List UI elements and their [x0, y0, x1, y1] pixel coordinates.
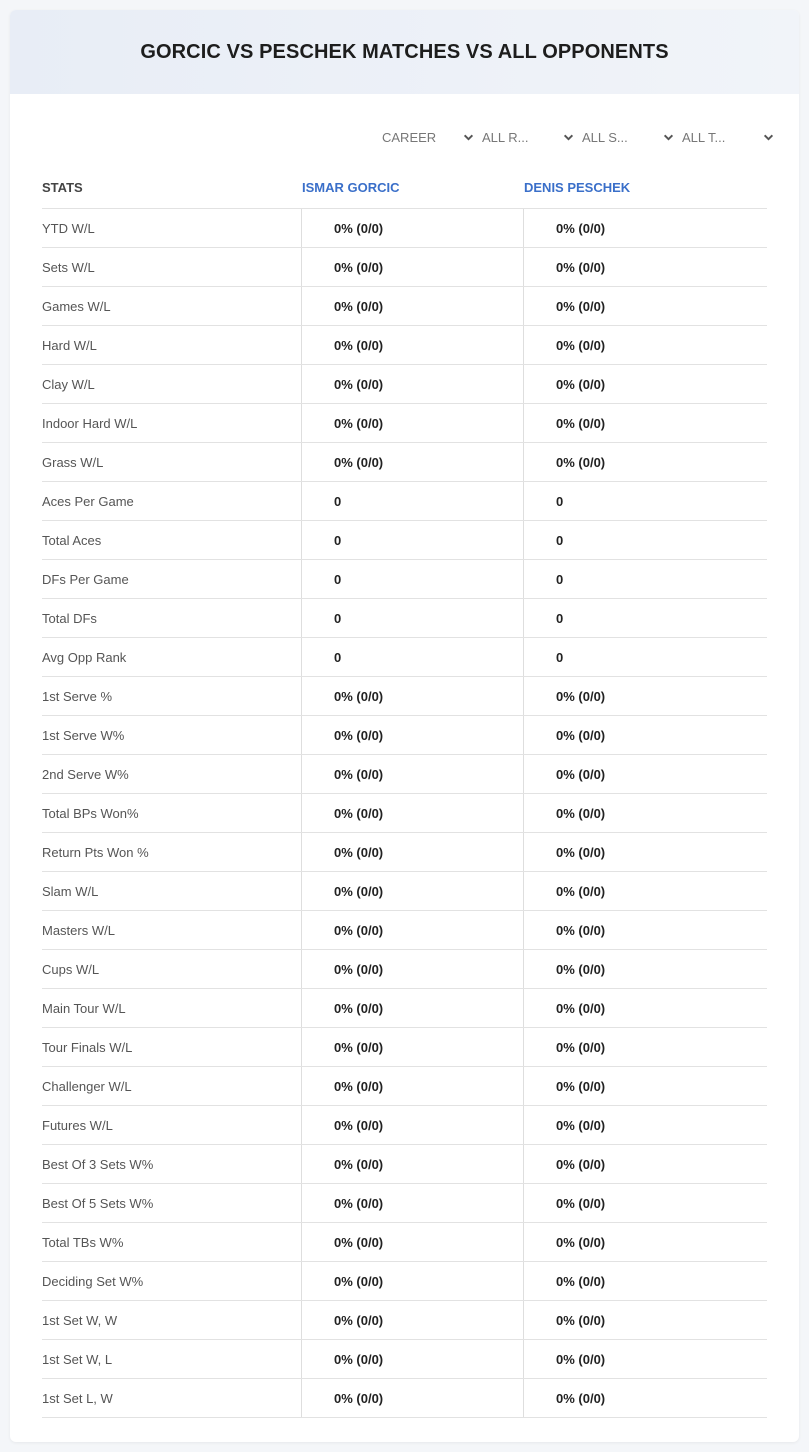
table-row: [42, 365, 767, 404]
stat-label: Hard W/L: [42, 337, 97, 353]
player1-value: 0: [301, 521, 523, 559]
player1-value: 0% (0/0): [301, 1340, 523, 1378]
stat-label: Avg Opp Rank: [42, 649, 127, 665]
table-row: [42, 521, 767, 560]
table-row: [42, 1340, 767, 1379]
player2-value: 0% (0/0): [523, 716, 767, 754]
table-row: [42, 1301, 767, 1340]
stat-label: Challenger W/L: [42, 1078, 132, 1094]
stat-label: Main Tour W/L: [42, 1000, 126, 1016]
stats-table: [42, 166, 767, 1418]
table-row: [42, 1223, 767, 1262]
table-row: [42, 1379, 767, 1418]
filter-bar: [382, 126, 782, 148]
chevron-down-icon: [762, 131, 774, 143]
player2-value: 0% (0/0): [523, 911, 767, 949]
player1-value: 0% (0/0): [301, 716, 523, 754]
filter-label: ALL T...: [682, 129, 726, 145]
filter-round-dropdown[interactable]: [482, 126, 582, 148]
table-row: [42, 1106, 767, 1145]
stat-label: Tour Finals W/L: [42, 1039, 133, 1055]
stat-label: Clay W/L: [42, 376, 95, 392]
table-row: [42, 677, 767, 716]
player1-value: 0% (0/0): [301, 755, 523, 793]
table-row: [42, 833, 767, 872]
player2-value: 0% (0/0): [523, 1028, 767, 1066]
stat-label: Masters W/L: [42, 922, 115, 938]
player1-value: 0% (0/0): [301, 209, 523, 247]
table-row: [42, 716, 767, 755]
player1-value: 0% (0/0): [301, 248, 523, 286]
player2-value: 0% (0/0): [523, 1184, 767, 1222]
player1-value: 0% (0/0): [301, 677, 523, 715]
stat-label: Total BPs Won%: [42, 805, 139, 821]
card-header: [10, 10, 799, 94]
player2-value: 0% (0/0): [523, 1301, 767, 1339]
player1-value: 0% (0/0): [301, 872, 523, 910]
player2-value: 0: [523, 638, 767, 676]
stat-label: Sets W/L: [42, 259, 95, 275]
player2-value: 0% (0/0): [523, 287, 767, 325]
player1-value: 0% (0/0): [301, 1106, 523, 1144]
table-row: [42, 404, 767, 443]
player1-value: 0% (0/0): [301, 794, 523, 832]
stat-label: 1st Set W, L: [42, 1351, 113, 1367]
player2-value: 0% (0/0): [523, 872, 767, 910]
chevron-down-icon: [562, 131, 574, 143]
table-row: [42, 989, 767, 1028]
stat-label: Slam W/L: [42, 883, 99, 899]
player1-value: 0% (0/0): [301, 911, 523, 949]
stat-label: Aces Per Game: [42, 493, 134, 509]
player2-value: 0: [523, 560, 767, 598]
table-row: [42, 248, 767, 287]
player1-value: 0% (0/0): [301, 326, 523, 364]
player1-value: 0% (0/0): [301, 1262, 523, 1300]
player2-value: 0% (0/0): [523, 1262, 767, 1300]
stat-label: Best Of 3 Sets W%: [42, 1156, 154, 1172]
table-row: [42, 1145, 767, 1184]
player2-value: 0% (0/0): [523, 209, 767, 247]
table-row: [42, 560, 767, 599]
player1-value: 0% (0/0): [301, 1145, 523, 1183]
table-row: [42, 911, 767, 950]
stat-label: 2nd Serve W%: [42, 766, 129, 782]
table-row: [42, 1184, 767, 1223]
table-row: [42, 287, 767, 326]
stat-label: Return Pts Won %: [42, 844, 149, 860]
filter-label: ALL S...: [582, 129, 628, 145]
player1-value: 0: [301, 638, 523, 676]
table-row: [42, 1067, 767, 1106]
player1-value: 0% (0/0): [301, 1379, 523, 1417]
filter-label: CAREER: [382, 129, 437, 145]
table-row: [42, 209, 767, 248]
player2-value: 0% (0/0): [523, 755, 767, 793]
stat-label: Total DFs: [42, 610, 97, 626]
stat-label: Best Of 5 Sets W%: [42, 1195, 154, 1211]
player1-value: 0% (0/0): [301, 1184, 523, 1222]
player1-value: 0% (0/0): [301, 833, 523, 871]
player1-value: 0% (0/0): [301, 989, 523, 1027]
player2-value: 0: [523, 482, 767, 520]
player2-value: 0% (0/0): [523, 1067, 767, 1105]
player2-value: 0% (0/0): [523, 794, 767, 832]
stat-label: Deciding Set W%: [42, 1273, 144, 1289]
stat-label: 1st Set L, W: [42, 1390, 113, 1406]
player2-value: 0% (0/0): [523, 1145, 767, 1183]
stat-label: Games W/L: [42, 298, 111, 314]
table-header: [42, 166, 767, 209]
player2-value: 0% (0/0): [523, 1340, 767, 1378]
stat-label: 1st Set W, W: [42, 1312, 118, 1328]
table-row: [42, 872, 767, 911]
chevron-down-icon: [462, 131, 474, 143]
player1-value: 0% (0/0): [301, 365, 523, 403]
player2-value: 0% (0/0): [523, 404, 767, 442]
table-row: [42, 950, 767, 989]
table-row: [42, 1028, 767, 1067]
player1-value: 0: [301, 599, 523, 637]
stat-label: 1st Serve %: [42, 688, 113, 704]
stat-label: Futures W/L: [42, 1117, 113, 1133]
player2-value: 0% (0/0): [523, 677, 767, 715]
player2-value: 0% (0/0): [523, 950, 767, 988]
player1-value: 0% (0/0): [301, 950, 523, 988]
stat-label: Total Aces: [42, 532, 102, 548]
player2-value: 0% (0/0): [523, 326, 767, 364]
stat-label: Grass W/L: [42, 454, 104, 470]
column-header-stats: STATS: [42, 179, 83, 195]
table-row: [42, 794, 767, 833]
player2-value: 0% (0/0): [523, 1223, 767, 1261]
stat-label: 1st Serve W%: [42, 727, 125, 743]
page-title: GORCIC VS PESCHEK MATCHES VS ALL OPPONENTS: [140, 40, 669, 63]
player2-value: 0% (0/0): [523, 443, 767, 481]
stat-label: Indoor Hard W/L: [42, 415, 138, 431]
column-header-player1[interactable]: ISMAR GORCIC: [302, 179, 400, 195]
stat-label: YTD W/L: [42, 220, 95, 236]
player1-value: 0: [301, 482, 523, 520]
player1-value: 0% (0/0): [301, 1301, 523, 1339]
filter-tournament-dropdown[interactable]: [682, 126, 782, 148]
stat-label: Cups W/L: [42, 961, 100, 977]
column-header-player2[interactable]: DENIS PESCHEK: [524, 179, 631, 195]
player1-value: 0: [301, 560, 523, 598]
table-row: [42, 638, 767, 677]
table-row: [42, 1262, 767, 1301]
table-row: [42, 326, 767, 365]
table-row: [42, 599, 767, 638]
table-row: [42, 482, 767, 521]
player2-value: 0% (0/0): [523, 833, 767, 871]
player1-value: 0% (0/0): [301, 443, 523, 481]
player2-value: 0% (0/0): [523, 1106, 767, 1144]
player1-value: 0% (0/0): [301, 287, 523, 325]
stats-card: [10, 10, 799, 1442]
filter-surface-dropdown[interactable]: [582, 126, 682, 148]
table-row: [42, 443, 767, 482]
stat-label: DFs Per Game: [42, 571, 129, 587]
player2-value: 0% (0/0): [523, 365, 767, 403]
filter-label: ALL R...: [482, 129, 529, 145]
stat-label: Total TBs W%: [42, 1234, 124, 1250]
player1-value: 0% (0/0): [301, 404, 523, 442]
player1-value: 0% (0/0): [301, 1028, 523, 1066]
filter-period-dropdown[interactable]: [382, 126, 482, 148]
table-row: [42, 755, 767, 794]
player2-value: 0: [523, 521, 767, 559]
player2-value: 0: [523, 599, 767, 637]
chevron-down-icon: [662, 131, 674, 143]
player1-value: 0% (0/0): [301, 1223, 523, 1261]
player2-value: 0% (0/0): [523, 1379, 767, 1417]
table-body: [42, 209, 767, 1418]
player1-value: 0% (0/0): [301, 1067, 523, 1105]
player2-value: 0% (0/0): [523, 248, 767, 286]
player2-value: 0% (0/0): [523, 989, 767, 1027]
